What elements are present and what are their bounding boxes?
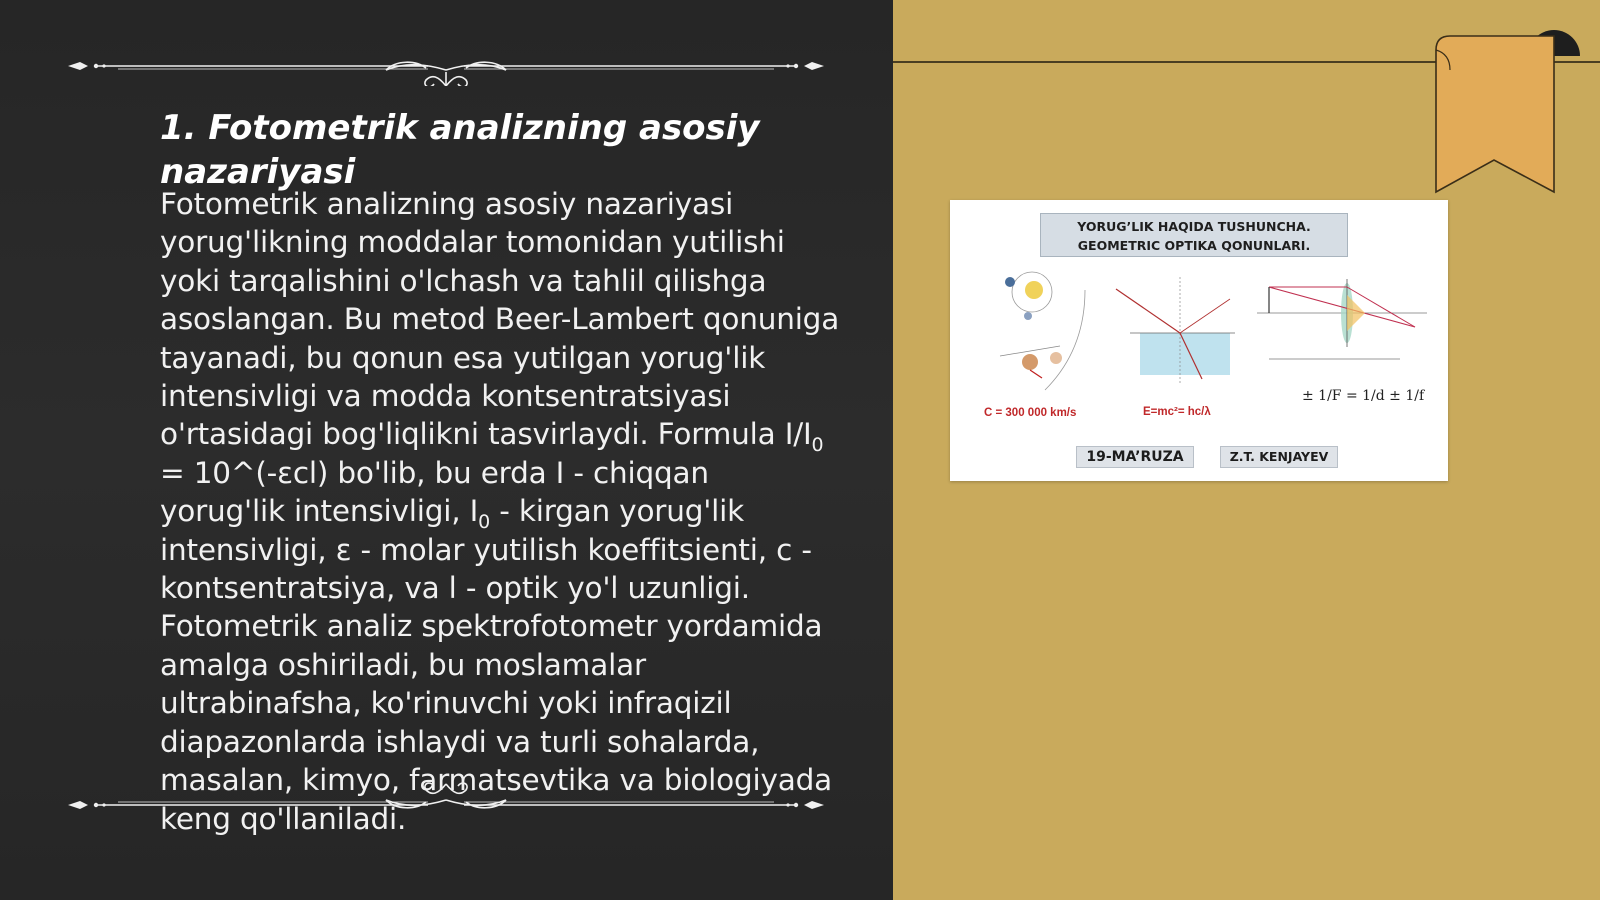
lecture-thumbnail-image [950,200,1448,481]
top-ornament-divider-icon [68,46,824,86]
thumbnail-title-line-2: GEOMETRIC OPTIKA QONUNLARI. [1077,238,1311,253]
thumbnail-title-line-1: YORUG’LIK HAQIDA TUSHUNCHA. [1077,219,1311,234]
planet-orbit-diagram-icon [970,270,1090,400]
thumbnail-title [1040,213,1348,257]
refraction-diagram-icon [1110,275,1240,385]
slide-title: 1. Fotometrik analizning asosiy nazariyasi [160,108,760,192]
subscript-zero: 0 [478,511,491,534]
lecture-number-label: 19-MA’RUZA [1076,446,1194,468]
speed-of-light-formula: C = 300 000 km/s [984,407,1077,419]
bookmark-ribbon-icon [1430,30,1590,210]
energy-formula: E=mc²= hc/λ [1143,406,1211,418]
lens-formula: ± 1/F = 1/d ± 1/f [1302,388,1425,404]
slide-body-text [160,185,840,838]
body-text-part-1: Fotometrik analizning asosiy nazariyasi yorug'likning moddalar tomonidan yutilishi yoki tarqalishini o'lchash va tahlil qilishga asoslangan. Bu metod Beer-Lambert qonuniga tayanadi, bu qonun esa yutilgan yorug'lik intensivligi va modda kontsentratsiyasi o'rtasidagi bog'liqlikni tasvirlaydi. Formula I/I [160,187,840,452]
bottom-ornament-divider-icon [68,780,824,820]
author-label: Z.T. KENJAYEV [1220,446,1338,468]
body-text-part-3: - kirgan yorug'lik intensivligi, ε - molar yutilish koeffitsienti, c - kontsentratsiya, va l - optik yo'l uzunligi. Fotometrik analiz spektrofotometr yordamida amalga oshiriladi, bu moslamalar ultrabinafsha, ko'rinuvchi yoki infraqizil diapazonlarda ishlaydi va turli sohalarda, masalan, kimyo, farmatsevtika va biologiyada keng qo'llaniladi. [160,494,833,836]
lens-ray-diagram-icon [1255,275,1430,375]
subscript-zero: 0 [811,434,824,457]
body-text-part-2: = 10^(-εcl) bo'lib, bu erda I - chiqqan yorug'lik intensivligi, I [160,455,709,529]
